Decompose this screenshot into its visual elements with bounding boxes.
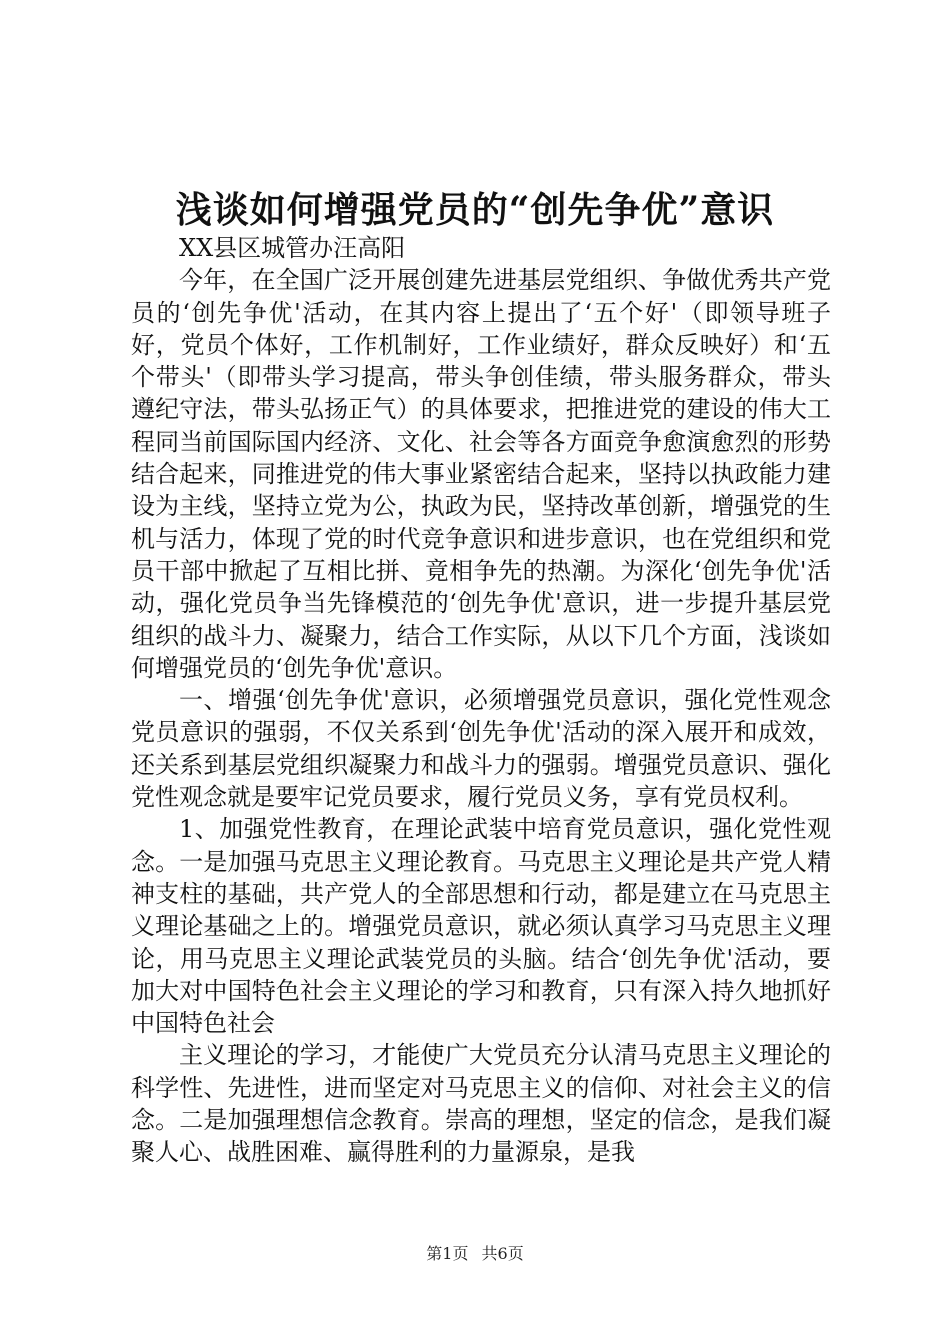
- paragraph: 一、增强‘创先争优'意识，必须增强党员意识，强化党性观念党员意识的强弱，不仅关系到‘创先争优'活动的深入展开和成效，还关系到基层党组织凝聚力和战斗力的强弱。增强党员意识、强化党性观念就是要牢记党员要求，履行党员义务，享有党员权利。: [131, 686, 831, 812]
- document-body: [131, 232, 831, 1169]
- page-footer: [0, 1242, 950, 1266]
- page-total: 共6页: [481, 1244, 524, 1263]
- page-number: 第1页: [426, 1244, 469, 1263]
- paragraph: 1、加强党性教育，在理论武装中培育党员意识，强化党性观念。一是加强马克思主义理论教育。马克思主义理论是共产党人精神支柱的基础，共产党人的全部思想和行动，都是建立在马克思主义理论基础之上的。增强党员意识，就必须认真学习马克思主义理论，用马克思主义理论武装党员的头脑。结合‘创先争优'活动，要加大对中国特色社会主义理论的学习和教育，只有深入持久地抓好中国特色社会: [131, 815, 831, 1038]
- document-title: 浅谈如何增强党员的“创先争优”意识: [175, 189, 775, 231]
- paragraph: 今年，在全国广泛开展创建先进基层党组织、争做优秀共产党员的‘创先争优'活动，在其内容上提出了‘五个好'（即领导班子好，党员个体好，工作机制好，工作业绩好，群众反映好）和‘五个带头'（即带头学习提高，带头争创佳绩，带头服务群众，带头遵纪守法，带头弘扬正气）的具体要求，把推进党的建设的伟大工程同当前国际国内经济、文化、社会等各方面竞争愈演愈烈的形势结合起来，同推进党的伟大事业紧密结合起来，坚持以执政能力建设为主线，坚持立党为公，执政为民，坚持改革创新，增强党的生机与活力，体现了党的时代竞争意识和进步意识，也在党组织和党员干部中掀起了互相比拼、竟相争先的热潮。为深化‘创先争优'活动，强化党员争当先锋模范的‘创先争优'意识，进一步提升基层党组织的战斗力、凝聚力，结合工作实际，从以下几个方面，浅谈如何增强党员的‘创先争优'意识。: [131, 266, 831, 682]
- paragraph: 主义理论的学习，才能使广大党员充分认清马克思主义理论的科学性、先进性，进而坚定对马克思主义的信仰、对社会主义的信念。二是加强理想信念教育。崇高的理想，坚定的信念，是我们凝聚人心、战胜困难、赢得胜利的力量源泉，是我: [131, 1041, 831, 1167]
- author-line: XX县区城管办汪高阳: [179, 234, 406, 262]
